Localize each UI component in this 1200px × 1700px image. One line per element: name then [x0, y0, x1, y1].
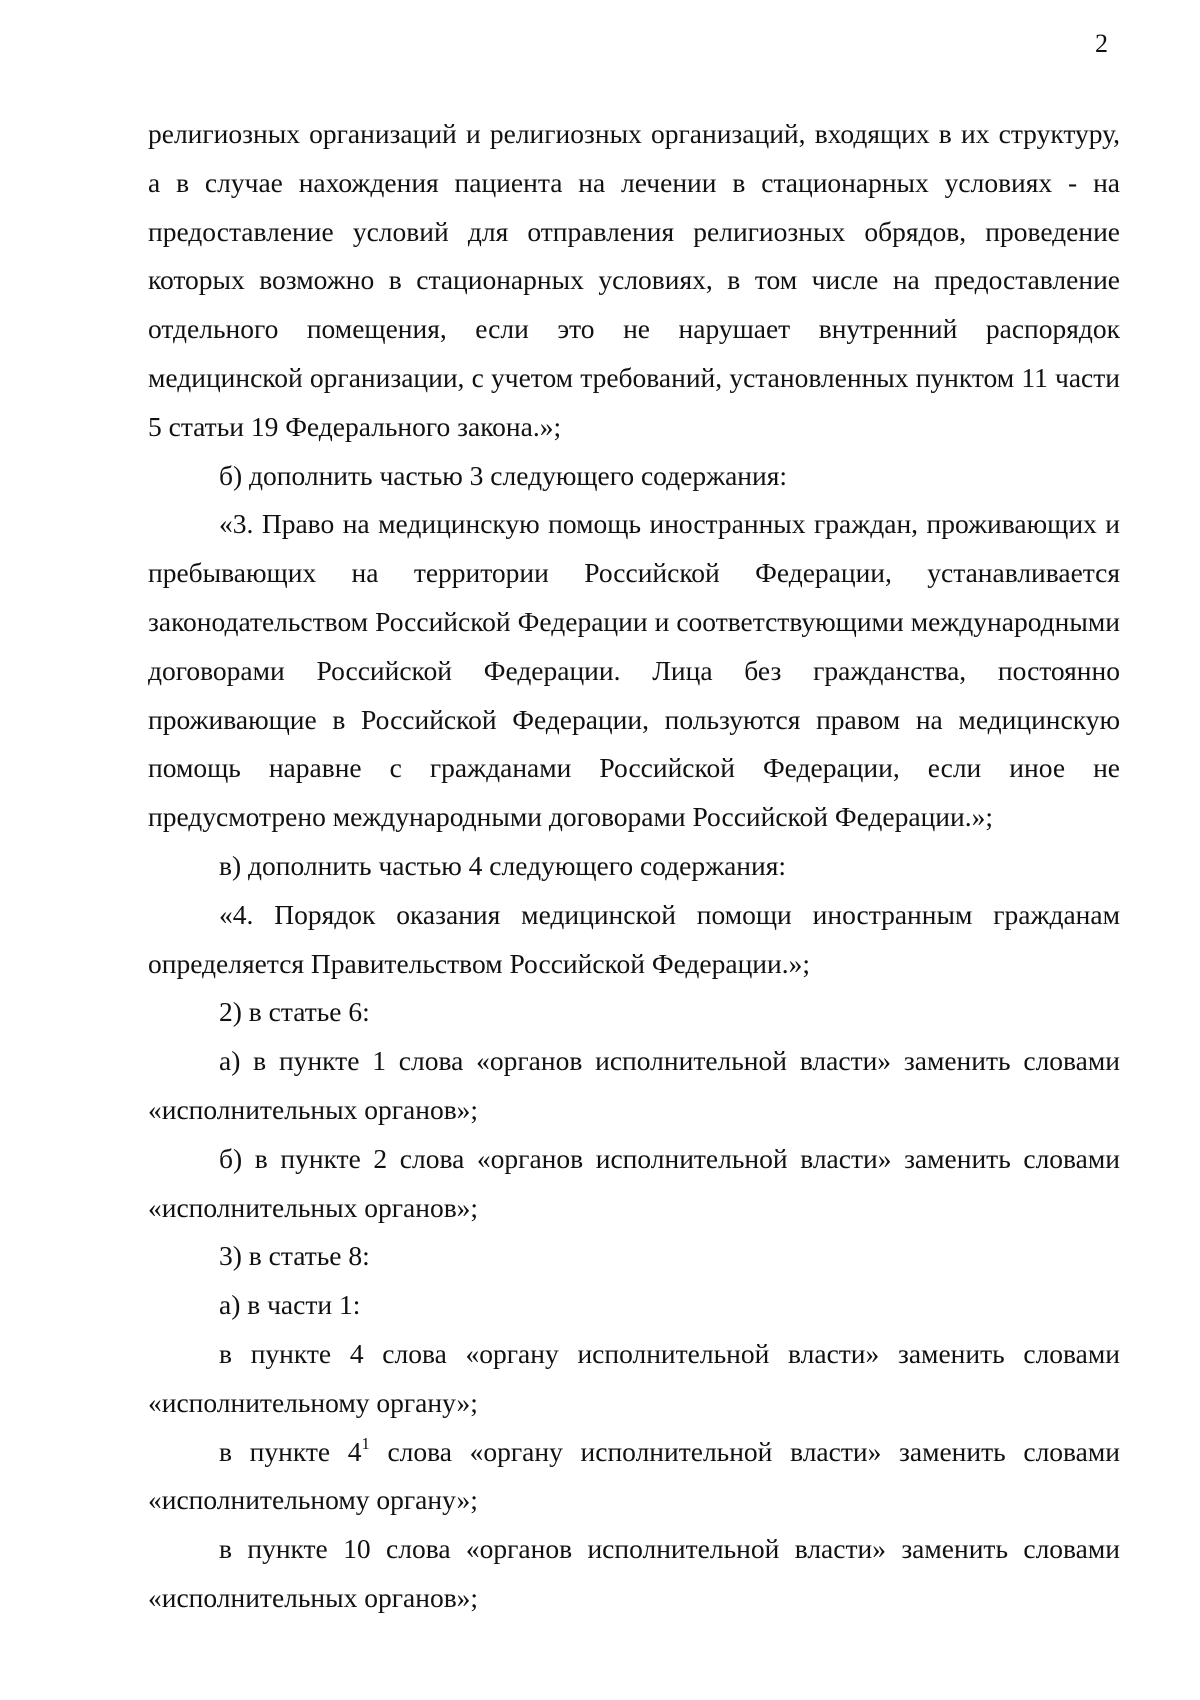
paragraph-article-6: 2) в статье 6: [219, 996, 370, 1028]
paragraph-article-8-part-1: а) в части 1: [219, 1289, 361, 1321]
paragraph-b-part-3: б) дополнить частью 3 следующего содержания: [219, 459, 788, 491]
paragraph-part-4-text: «4. Порядок оказания медицинской помощи иностранным гражданам определяется Правительством Российской Федерации.»; [148, 898, 1120, 979]
paragraph-article-8: 3) в статье 8: [219, 1240, 370, 1272]
paragraph-v-part-4: в) дополнить частью 4 следующего содержания: [219, 849, 786, 881]
paragraph-article-6-b: б) в пункте 2 слова «органов исполнительной власти» заменить словами «исполнительных органов»; [148, 1142, 1120, 1223]
paragraph-article-6-a: а) в пункте 1 слова «органов исполнительной власти» заменить словами «исполнительных органов»; [148, 1045, 1120, 1125]
page-number: 2 [1095, 29, 1108, 58]
document-body [148, 110, 1120, 1623]
paragraph-point-4-1 [148, 1428, 1120, 1526]
paragraph-continuation: религиозных организаций и религиозных организаций, входящих в их структуру, а в случае нахождения пациента на лечении в стационарных условиях - на предоставление условий для отправления религиозных обрядов, проведение которых возможно в стационарных условиях, в том числе на предоставление отдельного помещения, если это не нарушает внутренний распорядок медицинской организации, с учетом требований, установленных пунктом 11 части 5 статьи 19 Федерального закона.»; [148, 118, 1120, 442]
paragraph-part-3-text: «3. Право на медицинскую помощь иностранных граждан, проживающих и пребывающих на территории Российской Федерации, устанавливается законодательством Российской Федерации и соответствующими международными договорами Российской Федерации. Лица без гражданства, постоянно проживающие в Российской Федерации, пользуются правом на медицинскую помощь наравне с гражданами Российской Федерации, если иное не предусмотрено международными договорами Российской Федерации.»; [148, 508, 1120, 833]
paragraph-point-10: в пункте 10 слова «органов исполнительной власти» заменить словами «исполнительных органов»; [148, 1533, 1120, 1613]
paragraph-point-4-1-before: в пункте 4 [219, 1435, 362, 1467]
superscript-1: 1 [361, 1433, 370, 1453]
paragraph-point-4: в пункте 4 слова «органу исполнительной власти» заменить словами «исполнительному органу»; [148, 1337, 1120, 1418]
paragraph-point-4-1-after: слова «органу исполнительной власти» заменить словами «исполнительному органу»; [148, 1435, 1120, 1516]
